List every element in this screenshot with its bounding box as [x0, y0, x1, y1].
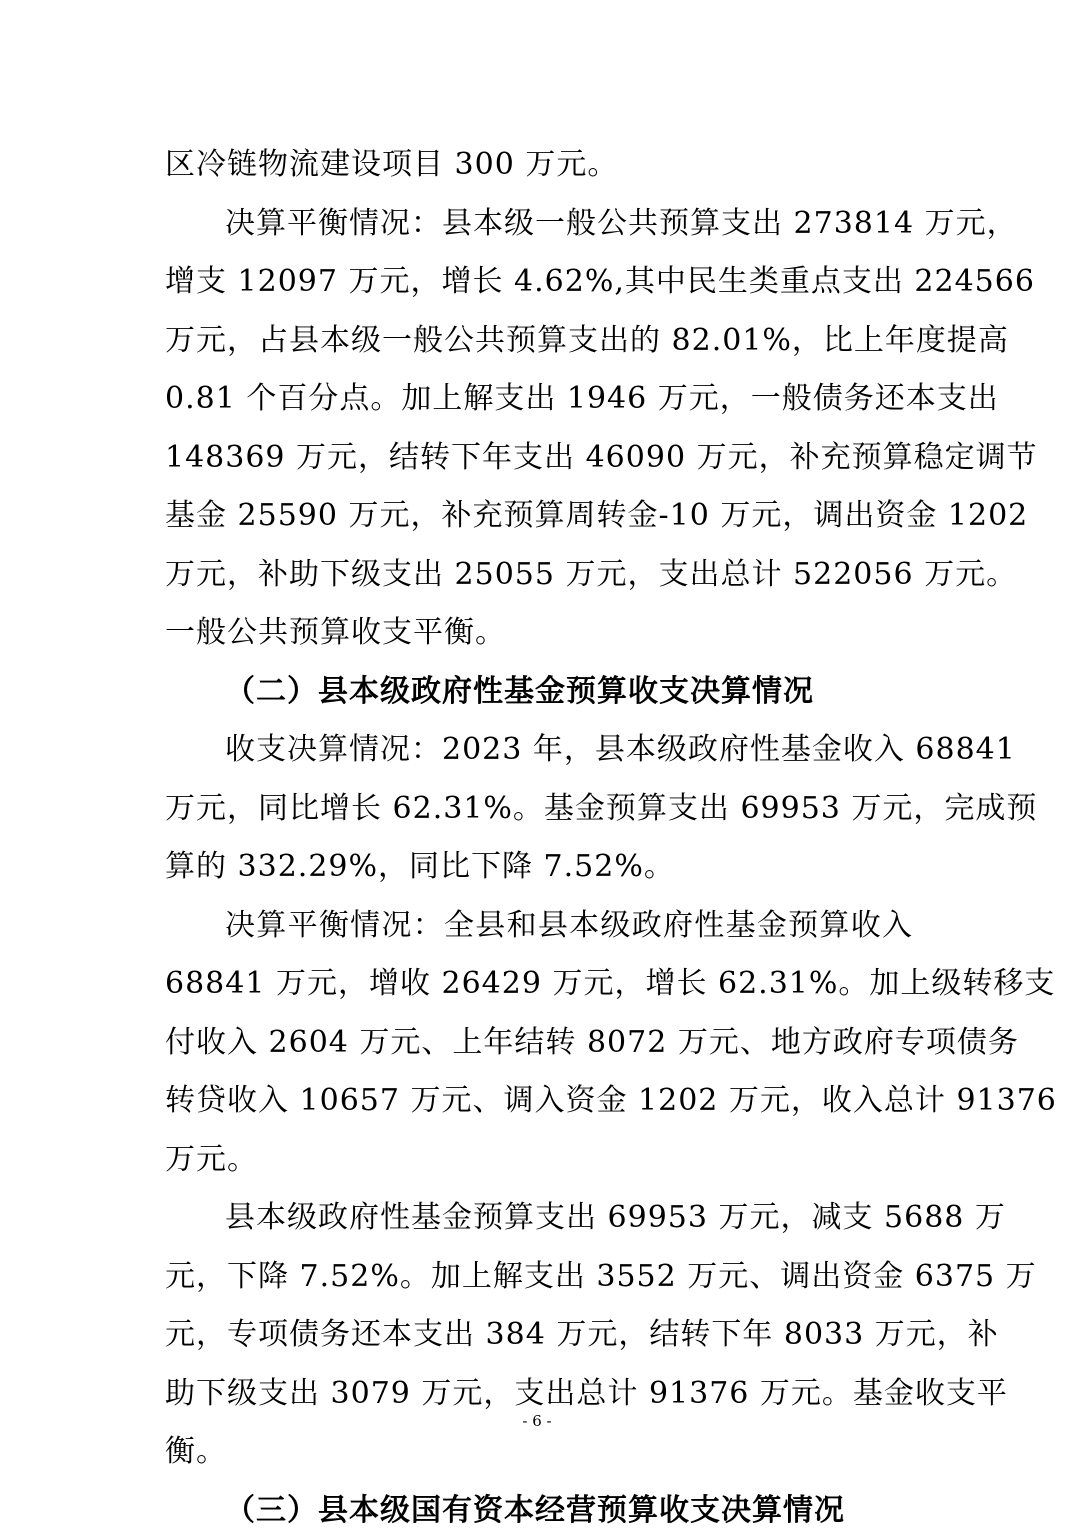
- paragraph-line: 增支 12097 万元，增长 4.62%,其中民生类重点支出 224566: [165, 253, 913, 312]
- paragraph-line: 一般公共预算收支平衡。: [165, 604, 913, 663]
- paragraph-line: 衡。: [165, 1423, 913, 1482]
- paragraph-line: 万元，补助下级支出 25055 万元，支出总计 522056 万元。: [165, 546, 913, 605]
- section-heading: （三）县本级国有资本经营预算收支决算情况: [165, 1482, 913, 1540]
- paragraph-line: 148369 万元，结转下年支出 46090 万元，补充预算稳定调节: [165, 429, 913, 488]
- paragraph-line: 算的 332.29%，同比下降 7.52%。: [165, 838, 913, 897]
- paragraph-line: 万元。: [165, 1131, 913, 1190]
- paragraph-line: 元，下降 7.52%。加上解支出 3552 万元、调出资金 6375 万: [165, 1248, 913, 1307]
- paragraph-line: 万元，占县本级一般公共预算支出的 82.01%，比上年度提高: [165, 312, 913, 371]
- paragraph-line: 万元，同比增长 62.31%。基金预算支出 69953 万元，完成预: [165, 780, 913, 839]
- paragraph-line: 付收入 2604 万元、上年结转 8072 万元、地方政府专项债务: [165, 1014, 913, 1073]
- paragraph-line: 转贷收入 10657 万元、调入资金 1202 万元，收入总计 91376: [165, 1072, 913, 1131]
- paragraph-first-line: 决算平衡情况：县本级一般公共预算支出 273814 万元，: [165, 195, 913, 254]
- paragraph-line: 元，专项债务还本支出 384 万元，结转下年 8033 万元，补: [165, 1306, 913, 1365]
- paragraph-first-line: 县本级政府性基金预算支出 69953 万元，减支 5688 万: [165, 1189, 913, 1248]
- paragraph-first-line: 决算平衡情况：全县和县本级政府性基金预算收入: [165, 897, 913, 956]
- paragraph-line: 助下级支出 3079 万元，支出总计 91376 万元。基金收支平: [165, 1365, 913, 1424]
- page-number: - 6 -: [0, 1412, 1074, 1430]
- paragraph-line: 68841 万元，增收 26429 万元，增长 62.31%。加上级转移支: [165, 955, 913, 1014]
- paragraph-line: 0.81 个百分点。加上解支出 1946 万元，一般债务还本支出: [165, 370, 913, 429]
- paragraph-line: 基金 25590 万元，补充预算周转金-10 万元，调出资金 1202: [165, 487, 913, 546]
- document-body: [165, 136, 913, 1540]
- section-heading: （二）县本级政府性基金预算收支决算情况: [165, 663, 913, 722]
- paragraph-first-line: 收支决算情况：2023 年，县本级政府性基金收入 68841: [165, 721, 913, 780]
- paragraph-line: 区冷链物流建设项目 300 万元。: [165, 136, 913, 195]
